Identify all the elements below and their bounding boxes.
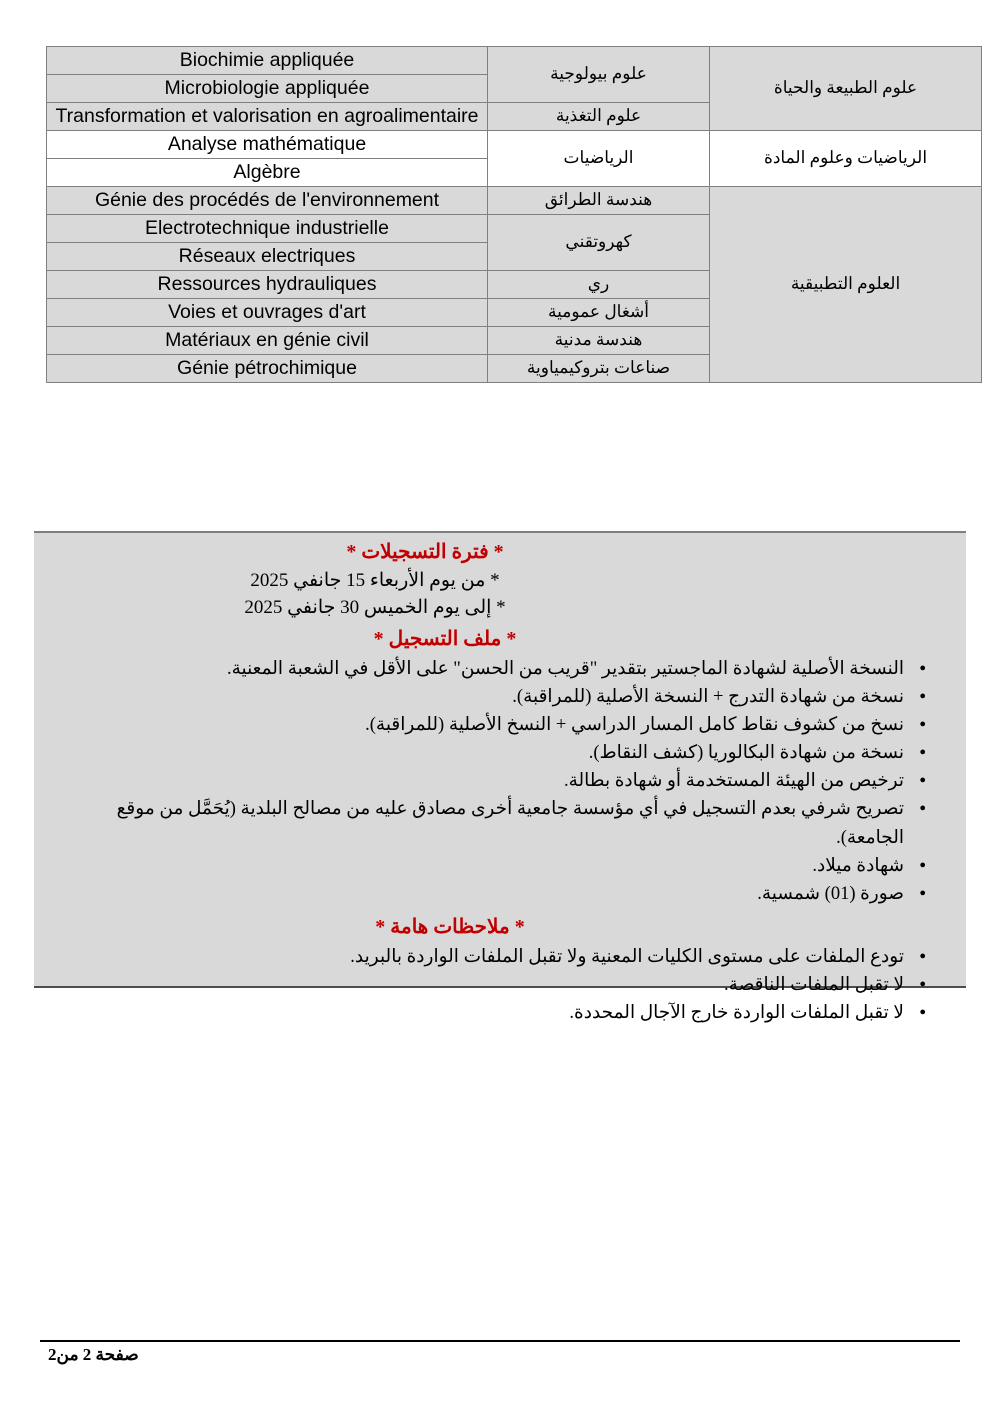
department-name-ar: ري <box>488 271 710 299</box>
department-name-ar: هندسة مدنية <box>488 327 710 355</box>
list-item: ● شهادة ميلاد. <box>34 852 930 880</box>
speciality-name-fr: Electrotechnique industrielle <box>47 215 488 243</box>
specialities-table <box>46 46 982 383</box>
speciality-name-fr: Algèbre <box>47 159 488 187</box>
list-item: ● لا تقبل الملفات الناقصة. <box>34 971 930 999</box>
speciality-name-fr: Génie des procédés de l'environnement <box>47 187 488 215</box>
department-name-ar: أشغال عمومية <box>488 299 710 327</box>
department-name-ar: هندسة الطرائق <box>488 187 710 215</box>
speciality-name-fr: Réseaux electriques <box>47 243 488 271</box>
speciality-name-fr: Transformation et valorisation en agroalimentaire <box>47 103 488 131</box>
list-item: ● ترخيص من الهيئة المستخدمة أو شهادة بطالة. <box>34 767 930 795</box>
list-item: ● نسخة من شهادة التدرج + النسخة الأصلية (للمراقبة). <box>34 683 930 711</box>
department-name-ar: كهروتقني <box>488 215 710 271</box>
department-name-ar: علوم بيولوجية <box>488 47 710 103</box>
footer-divider <box>40 1340 960 1342</box>
important-notes-heading: * ملاحظات هامة * <box>375 915 525 938</box>
list-item: ● تودع الملفات على مستوى الكليات المعنية ولا تقبل الملفات الواردة بالبريد. <box>34 943 930 971</box>
registration-period-dates <box>34 568 966 622</box>
list-item: ● لا تقبل الملفات الواردة خارج الآجال المحددة. <box>34 999 930 1027</box>
table-row <box>47 47 982 75</box>
table-row <box>47 187 982 215</box>
specialities-table-body <box>47 47 982 383</box>
registration-end-date: * إلى يوم الخميس 30 جانفي 2025 <box>244 596 506 618</box>
speciality-name-fr: Génie pétrochimique <box>47 355 488 383</box>
important-notes-list <box>34 943 966 1027</box>
speciality-name-fr: Matériaux en génie civil <box>47 327 488 355</box>
speciality-name-fr: Voies et ouvrages d'art <box>47 299 488 327</box>
speciality-name-fr: Ressources hydrauliques <box>47 271 488 299</box>
table-row <box>47 131 982 159</box>
registration-start-date: * من يوم الأربعاء 15 جانفي 2025 <box>250 570 500 591</box>
speciality-name-fr: Analyse mathématique <box>47 131 488 159</box>
department-name-ar: صناعات بتروكيمياوية <box>488 355 710 383</box>
list-item: ● صورة (01) شمسية. <box>34 880 930 908</box>
registration-info-panel <box>34 531 966 1024</box>
list-item: ● النسخة الأصلية لشهادة الماجستير بتقدير "قريب من الحسن" على الأقل في الشعبة المعنية. <box>34 655 930 683</box>
list-item: ● تصريح شرفي بعدم التسجيل في أي مؤسسة جامعية أخرى مصادق عليه من مصالح البلدية (يُحَمَّل من موقع الجامعة). <box>34 795 930 851</box>
speciality-name-fr: Microbiologie appliquée <box>47 75 488 103</box>
faculty-name-ar: الرياضيات وعلوم المادة <box>710 131 982 187</box>
list-item: ● نسخ من كشوف نقاط كامل المسار الدراسي + النسخ الأصلية (للمراقبة). <box>34 711 930 739</box>
registration-file-heading: * ملف التسجيل * <box>373 627 517 650</box>
page-number-footer: صفحة 2 من2 <box>48 1345 139 1364</box>
speciality-name-fr: Biochimie appliquée <box>47 47 488 75</box>
registration-period-heading: * فترة التسجيلات * <box>346 541 504 563</box>
department-name-ar: علوم التغذية <box>488 103 710 131</box>
registration-file-list <box>34 655 966 908</box>
faculty-name-ar: علوم الطبيعة والحياة <box>710 47 982 131</box>
faculty-name-ar: العلوم التطبيقية <box>710 187 982 383</box>
list-item: ● نسخة من شهادة البكالوريا (كشف النقاط). <box>34 739 930 767</box>
department-name-ar: الرياضيات <box>488 131 710 187</box>
